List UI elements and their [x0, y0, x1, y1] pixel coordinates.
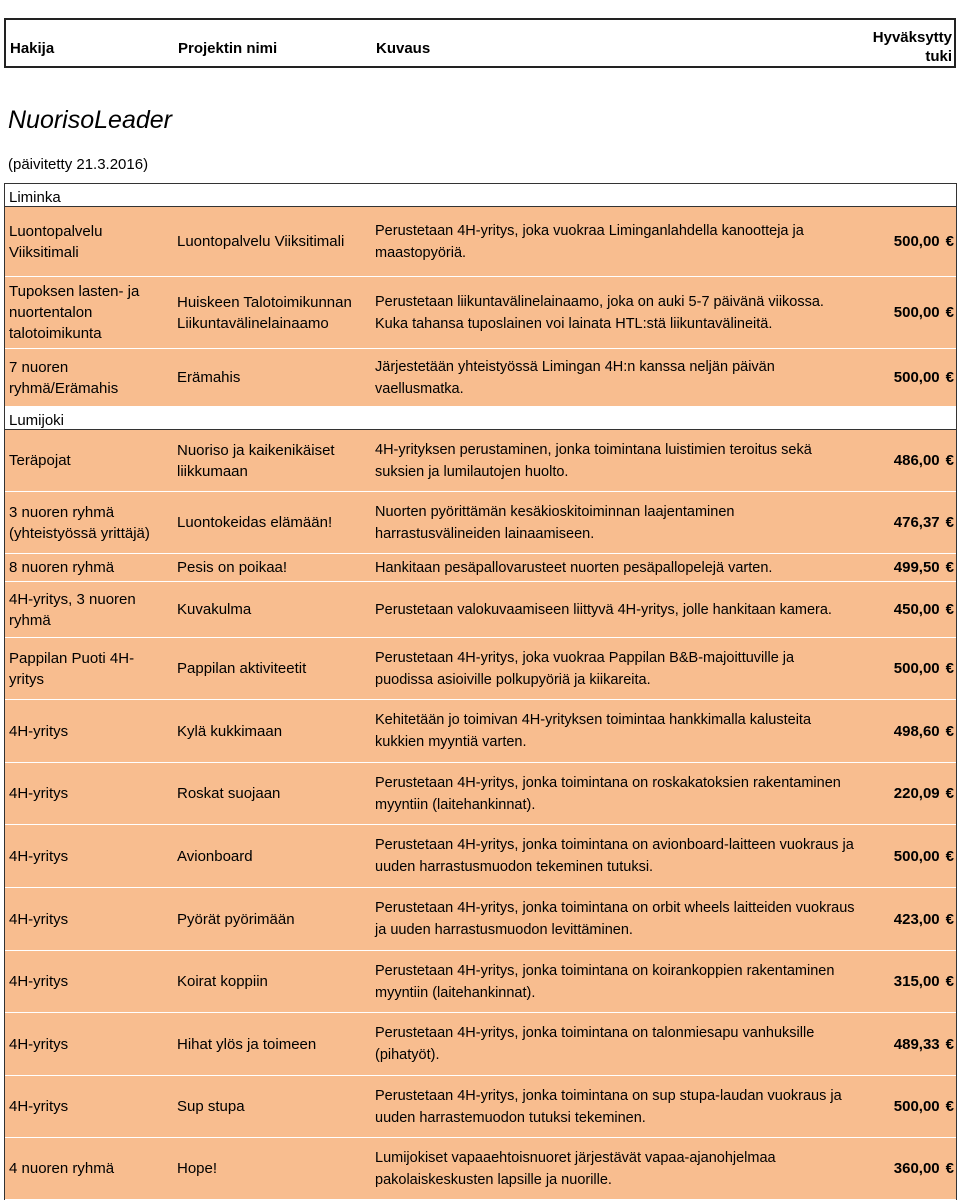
table-row: [5, 1076, 956, 1138]
description-cell: [375, 207, 855, 276]
section-name: Lumijoki: [9, 412, 65, 429]
currency-symbol: €: [945, 601, 954, 618]
amount-value: 500,00: [893, 304, 940, 321]
description-cell-text: Perustetaan 4H-yritys, jonka toimintana on avionboard-laitteen vuokraus ja uuden harrastusmuodon tekeminen tutuksi.: [375, 837, 854, 875]
table-row: [5, 888, 956, 951]
amount-value: 486,00: [893, 452, 940, 469]
amount-cell: [844, 1138, 954, 1199]
project-cell: [177, 207, 373, 276]
applicant-cell: [9, 700, 169, 762]
applicant-cell-text: Tupoksen lasten- ja nuortentalon talotoimikunta: [9, 283, 140, 342]
project-cell: [177, 1138, 373, 1199]
description-cell-text: Nuorten pyörittämän kesäkioskitoiminnan laajentaminen harrastusvälineiden lainaamiseen.: [375, 503, 735, 542]
project-cell: [177, 1013, 373, 1075]
project-cell: [177, 277, 373, 348]
amount-cell: [844, 1076, 954, 1137]
project-cell-text: Luontopalvelu Viiksitimali: [177, 233, 345, 250]
applicant-cell: [9, 349, 169, 406]
project-cell: [177, 951, 373, 1012]
project-cell: [177, 1076, 373, 1137]
applicant-cell-text: 7 nuoren ryhmä/Erämahis: [9, 358, 119, 397]
description-cell-text: Hankitaan pesäpallovarusteet nuorten pesäpallopelejä varten.: [375, 559, 773, 576]
project-cell-text: Luontokeidas elämään!: [177, 514, 333, 531]
table-row: [5, 430, 956, 492]
amount-cell: [844, 349, 954, 406]
description-cell-text: Perustetaan 4H-yritys, joka vuokraa Pappilan B&B-majoittuville ja puodissa asioiville polkupyöriä ja kiikareita.: [375, 649, 795, 688]
description-cell-text: Perustetaan 4H-yritys, jonka toimintana on orbit wheels laitteiden vuokraus ja uuden harrastusmuodon levittäminen.: [375, 900, 855, 938]
project-cell-text: Hope!: [177, 1160, 218, 1177]
header-support: [873, 28, 952, 66]
project-cell: [177, 825, 373, 887]
project-cell: [177, 888, 373, 950]
description-cell-text: 4H-yrityksen perustaminen, jonka toimintana luistimien teroitus sekä suksien ja lumilautojen huolto.: [375, 441, 812, 480]
amount-cell: [844, 277, 954, 348]
project-cell: [177, 763, 373, 824]
applicant-cell-text: 4H-yritys: [9, 1098, 69, 1115]
description-cell-text: Perustetaan 4H-yritys, jonka toimintana on roskakatoksien rakentaminen myyntiin (laitehankinnat).: [375, 774, 841, 813]
project-cell-text: Nuoriso ja kaikenikäiset liikkumaan: [177, 441, 335, 480]
amount-value: 220,09: [893, 785, 940, 802]
description-cell-text: Kehitetään jo toimivan 4H-yrityksen toimintaa hankkimalla kalusteita kukkien myyntiä varten.: [375, 712, 812, 750]
grant-table: [4, 183, 957, 1200]
amount-cell: [844, 492, 954, 553]
applicant-cell: [9, 277, 169, 348]
project-cell: [177, 582, 373, 637]
description-cell: [375, 1138, 855, 1199]
project-cell: [177, 430, 373, 491]
currency-symbol: €: [945, 973, 954, 990]
amount-value: 500,00: [893, 660, 940, 677]
project-cell: [177, 492, 373, 553]
amount-value: 476,37: [893, 514, 940, 531]
header-description: Kuvaus: [376, 40, 431, 57]
applicant-cell-text: 4H-yritys: [9, 722, 69, 740]
applicant-cell-text: Luontopalvelu Viiksitimali: [9, 222, 103, 261]
amount-cell: [844, 638, 954, 699]
description-cell-text: Perustetaan 4H-yritys, jonka toimintana on koirankoppien rakentaminen myyntiin (laitehankinnat).: [375, 962, 835, 1001]
amount-cell: [844, 825, 954, 887]
project-cell-text: Koirat koppiin: [177, 973, 268, 990]
applicant-cell: [9, 1138, 169, 1199]
header-project: Projektin nimi: [178, 40, 278, 57]
amount-value: 500,00: [893, 1098, 940, 1115]
currency-symbol: €: [945, 722, 954, 740]
description-cell: [375, 951, 855, 1012]
section-header: [5, 407, 956, 430]
currency-symbol: €: [945, 304, 954, 321]
applicant-cell: [9, 554, 169, 581]
currency-symbol: €: [945, 514, 954, 531]
table-row: [5, 825, 956, 888]
table-row: [5, 207, 956, 277]
amount-value: 489,33: [893, 1035, 940, 1053]
project-cell-text: Sup stupa: [177, 1098, 245, 1115]
applicant-cell-text: Teräpojat: [9, 452, 71, 469]
applicant-cell-text: 4H-yritys: [9, 910, 69, 928]
table-header: [4, 18, 956, 68]
project-cell: [177, 638, 373, 699]
amount-value: 450,00: [893, 601, 940, 618]
applicant-cell: [9, 492, 169, 553]
project-cell: [177, 349, 373, 406]
description-cell-text: Perustetaan 4H-yritys, jonka toimintana on sup stupa-laudan vuokraus ja uuden harrastemuodon tutuksi tekeminen.: [375, 1087, 842, 1126]
description-cell: [375, 582, 855, 637]
table-row: [5, 349, 956, 407]
applicant-cell: [9, 825, 169, 887]
amount-value: 315,00: [893, 973, 940, 990]
project-cell-text: Huiskeen Talotoimikunnan Liikuntavälinelainaamo: [177, 293, 352, 332]
applicant-cell-text: Pappilan Puoti 4H-yritys: [9, 649, 135, 688]
table-row: [5, 1138, 956, 1200]
amount-cell: [844, 554, 954, 581]
applicant-cell-text: 4H-yritys: [9, 973, 69, 990]
description-cell: [375, 349, 855, 406]
description-cell: [375, 700, 855, 762]
header-support-line1: Hyväksytty: [872, 29, 952, 46]
description-cell-text: Perustetaan 4H-yritys, jonka toimintana on talonmiesapu vanhuksille (pihatyöt).: [375, 1025, 815, 1063]
amount-cell: [844, 763, 954, 824]
description-cell: [375, 277, 855, 348]
table-row: [5, 638, 956, 700]
description-cell: [375, 492, 855, 553]
description-cell-text: Järjestetään yhteistyössä Limingan 4H:n kanssa neljän päivän vaellusmatka.: [375, 358, 775, 397]
applicant-cell: [9, 951, 169, 1012]
amount-cell: [844, 582, 954, 637]
applicant-cell: [9, 888, 169, 950]
table-row: [5, 492, 956, 554]
applicant-cell: [9, 207, 169, 276]
applicant-cell-text: 4 nuoren ryhmä: [9, 1160, 115, 1177]
project-cell-text: Hihat ylös ja toimeen: [177, 1035, 317, 1053]
amount-value: 423,00: [893, 910, 940, 928]
currency-symbol: €: [945, 847, 954, 865]
amount-cell: [844, 951, 954, 1012]
description-cell: [375, 638, 855, 699]
currency-symbol: €: [945, 559, 954, 576]
applicant-cell: [9, 763, 169, 824]
applicant-cell: [9, 638, 169, 699]
project-cell-text: Kuvakulma: [177, 601, 252, 618]
project-cell-text: Avionboard: [177, 847, 253, 865]
amount-value: 500,00: [893, 847, 940, 865]
project-cell-text: Roskat suojaan: [177, 785, 281, 802]
table-row: [5, 1013, 956, 1076]
section-name: Liminka: [9, 189, 61, 206]
description-cell-text: Perustetaan liikuntavälinelainaamo, joka on auki 5-7 päivänä viikossa. Kuka tahansa tuposlainen voi lainata HTL:stä liikuntavälineitä.: [375, 293, 824, 332]
project-cell-text: Pesis on poikaa!: [177, 559, 288, 576]
description-cell: [375, 1013, 855, 1075]
description-cell-text: Perustetaan valokuvaamiseen liittyvä 4H-yritys, jolle hankitaan kamera.: [375, 601, 832, 618]
header-support-line2: tuki: [925, 48, 952, 65]
section-header: [5, 184, 956, 207]
amount-cell: [844, 430, 954, 491]
project-cell-text: Pyörät pyörimään: [177, 910, 295, 928]
table-row: [5, 700, 956, 763]
document-title: NuorisoLeader: [8, 106, 172, 134]
table-row: [5, 951, 956, 1013]
amount-value: 498,60: [893, 722, 940, 740]
amount-cell: [844, 700, 954, 762]
applicant-cell: [9, 582, 169, 637]
amount-cell: [844, 207, 954, 276]
currency-symbol: €: [945, 233, 954, 250]
currency-symbol: €: [945, 910, 954, 928]
currency-symbol: €: [945, 1160, 954, 1177]
currency-symbol: €: [945, 369, 954, 386]
amount-value: 360,00: [893, 1160, 940, 1177]
applicant-cell-text: 4H-yritys: [9, 847, 69, 865]
description-cell: [375, 554, 855, 581]
currency-symbol: €: [945, 1035, 954, 1053]
amount-cell: [844, 1013, 954, 1075]
applicant-cell: [9, 1076, 169, 1137]
description-cell: [375, 888, 855, 950]
updated-date: (päivitetty 21.3.2016): [8, 156, 149, 173]
description-cell: [375, 1076, 855, 1137]
table-row: [5, 277, 956, 349]
project-cell: [177, 700, 373, 762]
amount-cell: [844, 888, 954, 950]
amount-value: 500,00: [893, 233, 940, 250]
currency-symbol: €: [945, 452, 954, 469]
project-cell: [177, 554, 373, 581]
amount-value: 500,00: [893, 369, 940, 386]
applicant-cell-text: 4H-yritys: [9, 1035, 69, 1053]
applicant-cell-text: 4H-yritys: [9, 785, 69, 802]
description-cell: [375, 430, 855, 491]
amount-value: 499,50: [893, 559, 940, 576]
project-cell-text: Erämahis: [177, 369, 241, 386]
project-cell-text: Kylä kukkimaan: [177, 722, 283, 740]
currency-symbol: €: [945, 1098, 954, 1115]
table-row: [5, 582, 956, 638]
project-cell-text: Pappilan aktiviteetit: [177, 660, 307, 677]
currency-symbol: €: [945, 785, 954, 802]
currency-symbol: €: [945, 660, 954, 677]
description-cell-text: Perustetaan 4H-yritys, joka vuokraa Liminganlahdella kanootteja ja maastopyöriä.: [375, 222, 804, 261]
header-applicant: Hakija: [10, 40, 55, 57]
applicant-cell: [9, 1013, 169, 1075]
description-cell: [375, 825, 855, 887]
table-row: [5, 554, 956, 582]
description-cell: [375, 763, 855, 824]
applicant-cell-text: 4H-yritys, 3 nuoren ryhmä: [9, 590, 136, 629]
description-cell-text: Lumijokiset vapaaehtoisnuoret järjestävät vapaa-ajanohjelmaa pakolaiskeskusten lapsille ja nuorille.: [375, 1149, 776, 1188]
applicant-cell: [9, 430, 169, 491]
applicant-cell-text: 3 nuoren ryhmä (yhteistyössä yrittäjä): [9, 503, 150, 542]
applicant-cell-text: 8 nuoren ryhmä: [9, 559, 115, 576]
table-row: [5, 763, 956, 825]
